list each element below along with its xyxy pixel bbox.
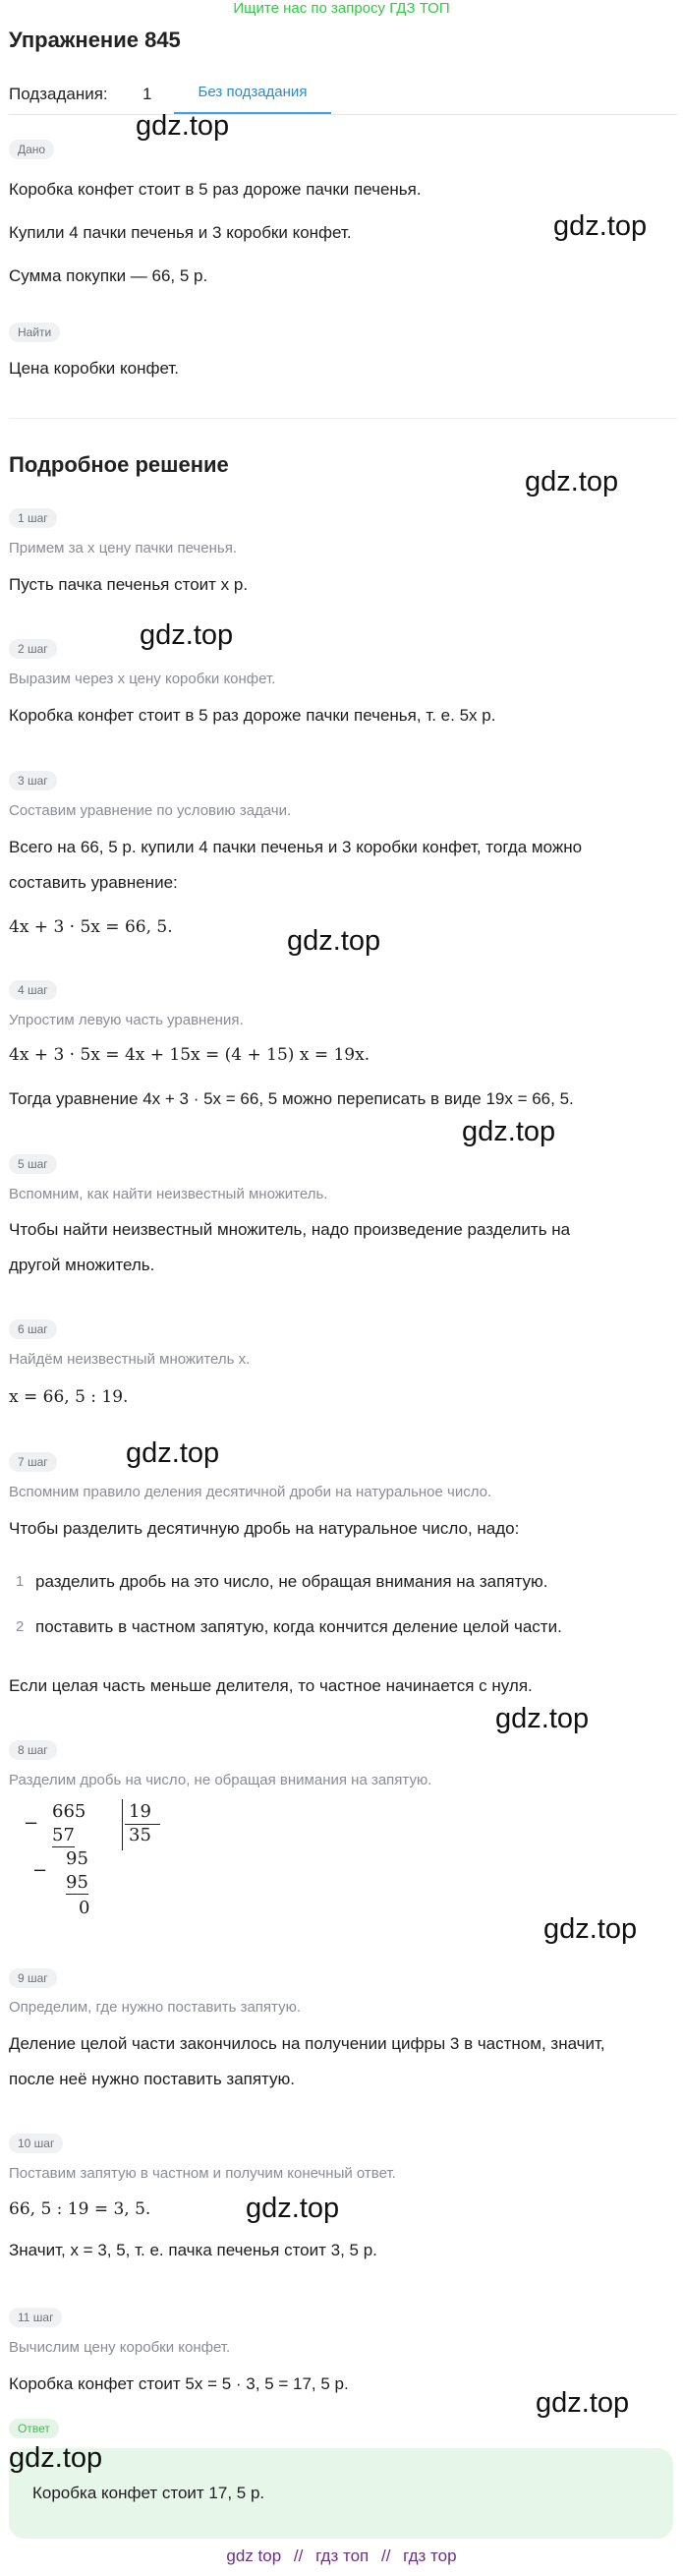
step-text: составить уравнение: [9,873,178,892]
remainder-1: 95 [66,1848,88,1869]
list-number: 2 [16,1618,25,1635]
minus-sign: − [24,1813,39,1834]
step-text: Значит, x = 3, 5, т. е. пачка печенья стоит 3, 5 р. [9,2241,377,2259]
watermark: gdz.top [287,925,381,957]
step-equation: 4x + 3 · 5x = 66, 5. [9,917,173,937]
subtask-label: Подзадания: [9,85,108,103]
step-pill: 6 шаг [9,1319,57,1339]
answer-box [9,2448,673,2539]
given-line: Сумма покупки — 66, 5 р. [9,266,208,285]
given-line: Купили 4 пачки печенья и 3 коробки конфет. [9,223,352,242]
step-hint: Вспомним правило деления десятичной дроби на натуральное число. [9,1484,492,1500]
minus-sign: − [32,1860,48,1881]
answer-pill: Ответ [9,2419,59,2438]
watermark: gdz.top [495,1703,590,1734]
subtrahend-1: 57 [52,1825,75,1845]
step-hint: Примем за x цену пачки печенья. [9,540,237,556]
step-hint: Найдём неизвестный множитель x. [9,1351,251,1368]
step-pill: 8 шаг [9,1740,57,1760]
page-title: Упражнение 845 [9,28,181,52]
dividend: 665 [52,1801,86,1822]
step-text: Всего на 66, 5 р. купили 4 пачки печенья и 3 коробки конфет, тогда можно [9,838,583,856]
remainder-2: 0 [79,1898,90,1918]
watermark: gdz.top [553,210,648,242]
section-divider [9,418,677,419]
step-hint: Вычислим цену коробки конфет. [9,2339,231,2356]
list-text: разделить дробь на это число, не обращая внимания на запятую. [35,1572,548,1591]
step-text: Пусть пачка печенья стоит x р. [9,575,249,594]
step-pill: 1 шаг [9,508,57,528]
step-text: Если целая часть меньше делителя, то частное начинается с нуля. [9,1676,533,1695]
step-text: Чтобы разделить десятичную дробь на натуральное число, надо: [9,1519,520,1538]
step-equation: 4x + 3 · 5x = 4x + 15x = (4 + 15) x = 19x. [9,1045,370,1065]
list-item [9,1614,677,1640]
step-pill: 10 шаг [9,2134,63,2153]
list-text: поставить в частном запятую, когда кончится деление целой части. [35,1617,562,1636]
step-hint: Упростим левую часть уравнения. [9,1012,244,1028]
step-pill: 7 шаг [9,1452,57,1472]
footer-separator: // [380,2547,391,2565]
watermark: gdz.top [462,1116,556,1147]
step-hint: Определим, где нужно поставить запятую. [9,1999,301,2016]
given-line: Коробка конфет стоит в 5 раз дороже пачки печенья. [9,180,422,199]
answer-text: Коробка конфет стоит 17, 5 р. [32,2484,265,2502]
step-pill: 4 шаг [9,980,57,1000]
watermark: gdz.top [525,466,619,498]
watermark: gdz.top [536,2387,630,2419]
step-hint: Разделим дробь на число, не обращая внимания на запятую. [9,1772,432,1788]
given-section [9,138,677,159]
watermark: gdz.top [140,619,234,651]
step-text: Тогда уравнение 4x + 3 · 5x = 66, 5 можно переписать в виде 19x = 66, 5. [9,1089,574,1108]
step-equation: 66, 5 : 19 = 3, 5. [9,2199,151,2219]
step-pill: 11 шаг [9,2308,62,2327]
watermark: gdz.top [136,110,230,142]
footer-link[interactable]: gdz top [226,2547,282,2565]
tab-no-subtask[interactable]: Без подзадания [174,79,331,114]
find-pill: Найти [9,322,60,342]
subtrahend-2: 95 [66,1872,88,1893]
step-hint: Вспомним, как найти неизвестный множитель. [9,1186,328,1202]
step-hint: Поставим запятую в частном и получим конечный ответ. [9,2165,396,2182]
step-hint: Выразим через x цену коробки конфет. [9,671,276,687]
step-hint: Составим уравнение по условию задачи. [9,802,292,819]
find-section [9,321,677,342]
divisor: 19 [129,1801,151,1822]
list-number: 1 [16,1573,25,1590]
given-pill: Дано [9,140,54,159]
step-text: Деление целой части закончилось на получении цифры 3 в частном, значит, [9,2034,605,2053]
top-banner[interactable]: Ищите нас по запросу ГДЗ ТОП [233,0,450,17]
step-text: Коробка конфет стоит 5x = 5 · 3, 5 = 17, 5 р. [9,2374,349,2393]
watermark: gdz.top [9,2442,103,2474]
list-item [9,1569,677,1595]
subtask-divider [9,114,677,115]
find-line: Цена коробки конфет. [9,359,179,378]
quotient: 35 [129,1825,151,1845]
watermark: gdz.top [126,1437,220,1469]
step-text: другой множитель. [9,1256,155,1274]
step-pill: 9 шаг [9,1968,57,1988]
long-division [9,1799,205,1966]
subtask-bar [9,79,677,116]
step-text: Коробка конфет стоит в 5 раз дороже пачки печенья, т. е. 5x р. [9,706,496,725]
watermark: gdz.top [543,1913,638,1945]
watermark: gdz.top [246,2193,340,2224]
step-equation: x = 66, 5 : 19. [9,1387,129,1407]
footer-separator: // [293,2547,304,2565]
footer-link[interactable]: гдз топ [315,2547,370,2565]
step-text: после неё нужно поставить запятую. [9,2070,296,2088]
step-pill: 2 шаг [9,639,57,659]
subtask-number[interactable]: 1 [142,85,152,103]
step-text: Чтобы найти неизвестный множитель, надо произведение разделить на [9,1220,571,1239]
step-pill: 3 шаг [9,771,57,790]
footer-links [0,2547,683,2566]
solution-title: Подробное решение [9,452,229,477]
division-bar [122,1799,123,1850]
step-pill: 5 шаг [9,1154,57,1174]
footer-link[interactable]: гдз тор [403,2547,457,2565]
